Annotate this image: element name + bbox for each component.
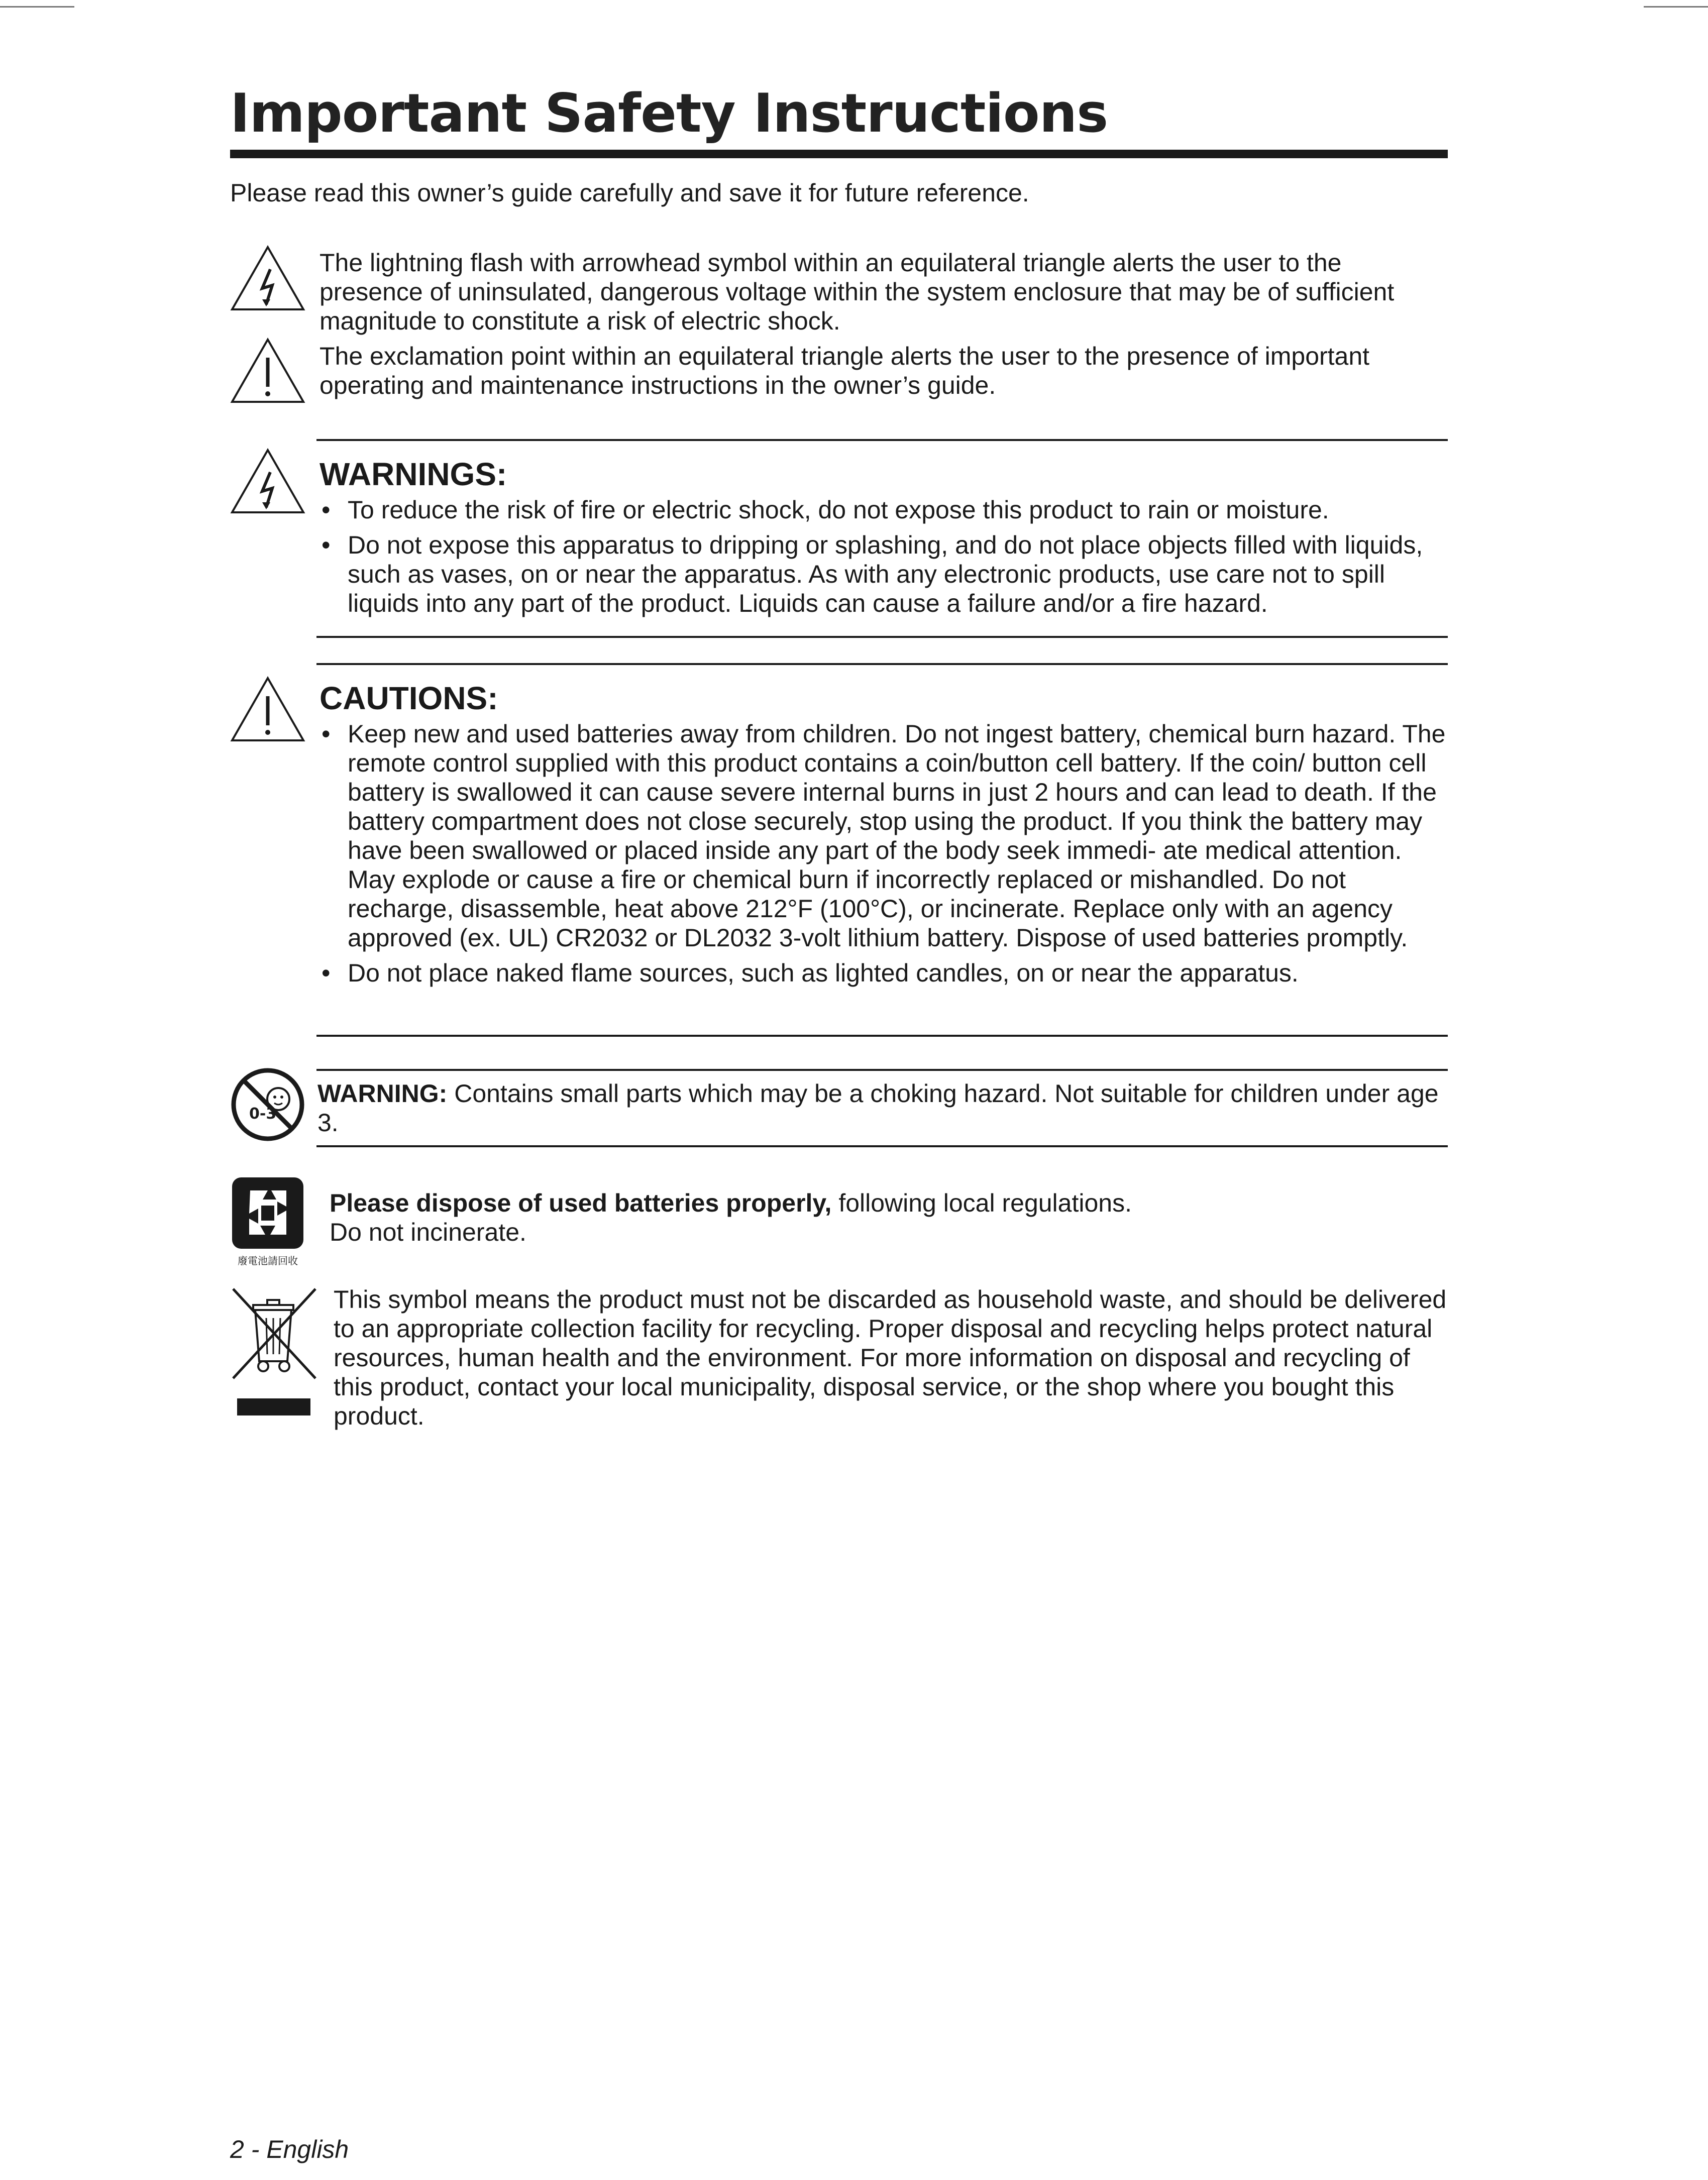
cautions-bottom-rule (316, 1035, 1448, 1037)
cautions-section (319, 680, 1450, 994)
intro-text: Please read this owner’s guide carefully and save it for future reference. (230, 179, 1029, 207)
warnings-lightning-icon (230, 448, 305, 514)
page-number: 2 - English (230, 2135, 349, 2163)
exclamation-triangle-icon (230, 338, 305, 404)
battery-recycle-icon (230, 1175, 310, 1267)
warnings-bottom-rule (316, 636, 1448, 638)
list-item: • Do not expose this apparatus to dripping or splashing, and do not place objects filled with liquids, such as vases, on or near the apparatus. As with any electronic products, use care not to spill liquids into any part of the product. Liquids can cause a failure and/or a fire hazard. (319, 530, 1450, 618)
cautions-exclamation-icon (230, 676, 305, 742)
page-title: Important Safety Instructions (230, 82, 1108, 144)
choking-top-rule (316, 1069, 1448, 1071)
choking-warning-body: Contains small parts which may be a choking hazard. Not suitable for children under age 3. (317, 1079, 1439, 1137)
battery-disposal-line2: Do not incinerate. (330, 1218, 526, 1246)
list-item: • Do not place naked flame sources, such as lighted candles, on or near the apparatus. (319, 958, 1450, 988)
choking-warning-text (317, 1079, 1448, 1137)
battery-disposal-bold: Please dispose of used batteries properly, (330, 1189, 832, 1217)
list-item: • Keep new and used batteries away from children. Do not ingest battery, chemical burn hazard. The remote control supplied with this product contains a coin/button cell battery. If the coin/ button cell battery is swallowed it can cause severe internal burns in just 2 hours and can lead to death. If the battery compartment does not close securely, stop using the product. If you think the battery may have been swallowed or placed inside any part of the body seek immedi- ate medical attention. May explode or cause a fire or chemical burn if incorrectly replaced or mishandled. Do not recharge, disassemble, heat above 212°F (100°C), or incinerate. Replace only with an agency approved (ex. UL) CR2032 or DL2032 3-volt lithium battery. Dispose of used batteries promptly. (319, 719, 1450, 952)
crop-mark-right (1644, 6, 1708, 8)
choking-bottom-rule (316, 1145, 1448, 1147)
warnings-list (319, 495, 1450, 618)
warnings-section (319, 456, 1450, 624)
crossed-bin-icon (229, 1286, 319, 1416)
cautions-top-rule (316, 663, 1448, 665)
crop-mark-left (0, 6, 74, 8)
choking-hazard-icon (230, 1067, 305, 1142)
title-rule (230, 150, 1448, 158)
choking-icon-label: 0-3 (249, 1105, 277, 1123)
cautions-list (319, 719, 1450, 988)
battery-disposal-body: following local regulations. (831, 1189, 1132, 1217)
weee-text: This symbol means the product must not be discarded as household waste, and should be delivered to an appropriate collection facility for recycling. Proper disposal and recycling helps protect natural resources, human health and the environment. For more information on disposal and recycling of this product, contact your local municipality, disposal service, or the shop where you bought this product. (334, 1285, 1447, 1430)
battery-disposal-text (330, 1188, 1450, 1247)
lightning-symbol-text: The lightning flash with arrowhead symbol within an equilateral triangle alerts the user to the presence of uninsulated, dangerous voltage within the system enclosure that may be of sufficient magnitude to constitute a risk of electric shock. (319, 249, 1395, 335)
battery-icon-caption: 廢電池請回收 (238, 1255, 298, 1267)
lightning-triangle-icon (230, 245, 305, 311)
list-item: • To reduce the risk of fire or electric shock, do not expose this product to rain or moisture. (319, 495, 1450, 524)
warnings-top-rule (316, 439, 1448, 441)
warnings-heading: WARNINGS: (319, 456, 507, 492)
cautions-heading: CAUTIONS: (319, 680, 498, 716)
exclamation-symbol-text: The exclamation point within an equilateral triangle alerts the user to the presence of important operating and maintenance instructions in the owner’s guide. (319, 342, 1370, 399)
choking-warning-label: WARNING: (317, 1079, 448, 1108)
